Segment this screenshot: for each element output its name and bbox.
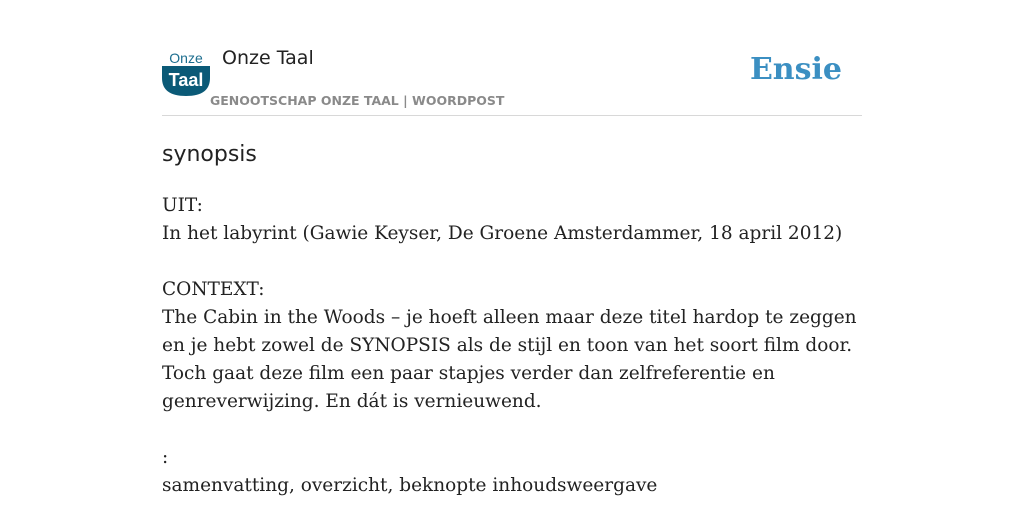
spacer xyxy=(162,416,862,444)
definition-text: samenvatting, overzicht, beknopte inhoudsweergave xyxy=(162,475,658,496)
onze-taal-logo[interactable] xyxy=(162,50,210,96)
logo-text-bottom: Taal xyxy=(168,70,204,90)
context-text: The Cabin in the Woods – je hoeft alleen maar deze titel hardop te zeggen en je hebt zowel de SYNOPSIS als de stijl en toon van het soort film door. Toch gaat deze film een paar stapjes verder dan zelfreferentie en genreverwijzing. En dát is vernieuwend. xyxy=(162,307,857,412)
ensie-logo-link[interactable]: Ensie xyxy=(749,52,842,87)
logo-text-top: Onze xyxy=(169,50,203,66)
page-title: synopsis xyxy=(162,142,257,167)
spacer xyxy=(162,248,862,276)
header xyxy=(162,40,862,116)
source-label: UIT: xyxy=(162,195,203,216)
entry-body xyxy=(162,192,862,500)
definition-label: : xyxy=(162,447,169,468)
brand-title[interactable]: Onze Taal xyxy=(222,47,314,69)
brand-subtitle: GENOOTSCHAP ONZE TAAL | WOORDPOST xyxy=(210,93,505,108)
source-text: In het labyrint (Gawie Keyser, De Groene Amsterdammer, 18 april 2012) xyxy=(162,223,843,244)
context-label: CONTEXT: xyxy=(162,279,265,300)
